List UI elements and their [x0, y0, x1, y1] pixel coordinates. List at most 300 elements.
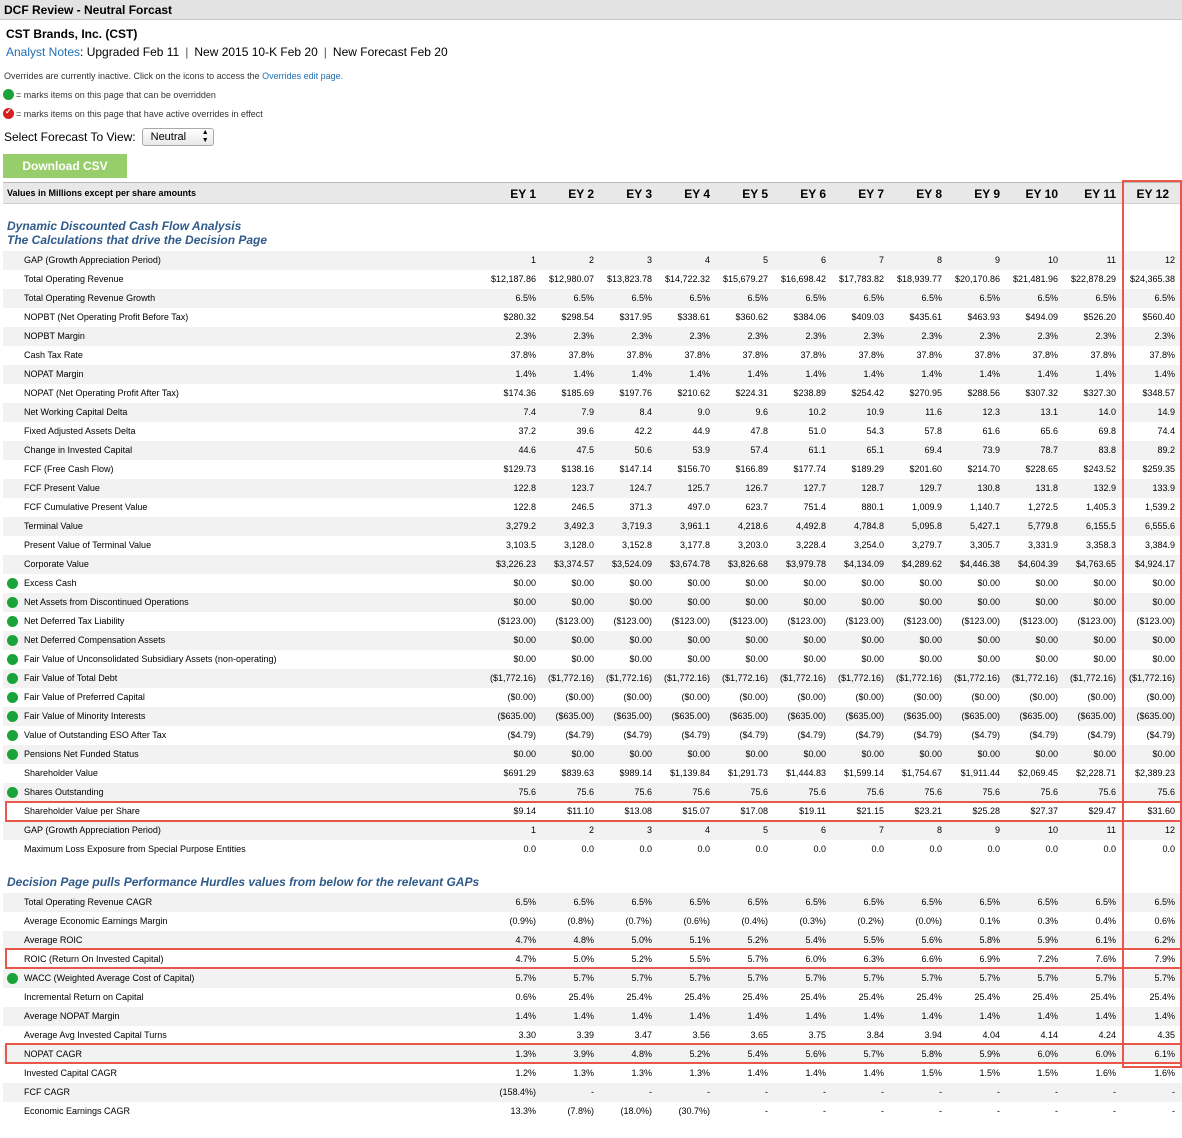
cell-value: ($635.00) — [961, 711, 1000, 721]
forecast-select[interactable]: Neutral ▲ ▼ — [142, 128, 214, 146]
cell-value: 6.0% — [1037, 1049, 1058, 1059]
cell-value: $15,679.27 — [722, 274, 768, 284]
cell-value: 6.5% — [863, 897, 884, 907]
table-row — [3, 764, 1182, 783]
column-header-ey-9: EY 9 — [974, 187, 1000, 201]
cell-value: 9 — [994, 255, 1000, 265]
cell-value: $839.63 — [561, 768, 594, 778]
cell-value: 12.3 — [982, 407, 1000, 417]
cell-value: ($0.00) — [739, 692, 768, 702]
row-label: Shares Outstanding — [24, 787, 104, 797]
cell-value: $0.00 — [861, 597, 884, 607]
cell-value: $11.10 — [567, 806, 594, 816]
row-label: Corporate Value — [24, 559, 89, 569]
cell-value: 6.5% — [573, 293, 594, 303]
cell-value: ($635.00) — [903, 711, 942, 721]
override-dot-icon[interactable] — [7, 787, 18, 798]
cell-value: 57.4 — [750, 445, 768, 455]
cell-value: 1.3% — [631, 1068, 652, 1078]
cell-value: 37.8% — [916, 350, 942, 360]
cell-value: 1,405.3 — [1085, 502, 1116, 512]
cell-value: 25.4% — [568, 992, 594, 1002]
cell-value: $224.31 — [735, 388, 768, 398]
cell-value: 75.6 — [1157, 787, 1175, 797]
cell-value: 8 — [936, 255, 942, 265]
cell-value: - — [939, 1087, 942, 1097]
override-dot-icon[interactable] — [7, 654, 18, 665]
row-label: Fair Value of Preferred Capital — [24, 692, 145, 702]
cell-value: 5.7% — [863, 973, 884, 983]
cell-value: ($635.00) — [787, 711, 826, 721]
table-row — [3, 517, 1182, 536]
cell-value: $0.00 — [687, 635, 710, 645]
override-dot-icon[interactable] — [7, 673, 18, 684]
cell-value: 37.8% — [742, 350, 768, 360]
cell-value: $259.35 — [1142, 464, 1175, 474]
cell-value: 4.7% — [515, 935, 536, 945]
cell-value: 25.4% — [858, 992, 884, 1002]
cell-value: ($123.00) — [671, 616, 710, 626]
cell-value: 1.4% — [573, 1011, 594, 1021]
cell-value: 5.7% — [1037, 973, 1058, 983]
cell-value: 1.4% — [573, 369, 594, 379]
cell-value: 131.8 — [1035, 483, 1058, 493]
cell-value: 0.0 — [929, 844, 942, 854]
cell-value: (7.8%) — [567, 1106, 594, 1116]
cell-value: 4.7% — [515, 954, 536, 964]
cell-value: $14,722.32 — [664, 274, 710, 284]
cell-value: 6.0% — [1095, 1049, 1116, 1059]
cell-value: 37.8% — [858, 350, 884, 360]
table-row — [3, 669, 1182, 688]
table-row — [3, 745, 1182, 764]
cell-value: 133.9 — [1152, 483, 1175, 493]
cell-value: $0.00 — [919, 597, 942, 607]
cell-value: 37.8% — [1032, 350, 1058, 360]
cell-value: 1 — [530, 825, 536, 835]
row-label: Net Assets from Discontinued Operations — [24, 597, 189, 607]
cell-value: 5.9% — [979, 1049, 1000, 1059]
cell-value: $2,069.45 — [1017, 768, 1058, 778]
cell-value: ($635.00) — [613, 711, 652, 721]
cell-value: - — [591, 1087, 594, 1097]
cell-value: $0.00 — [687, 654, 710, 664]
table-row — [3, 969, 1182, 988]
cell-value: - — [823, 1106, 826, 1116]
cell-value: ($0.00) — [681, 692, 710, 702]
cell-value: 75.6 — [924, 787, 942, 797]
cell-value: ($635.00) — [671, 711, 710, 721]
cell-value: $0.00 — [1152, 635, 1175, 645]
cell-value: $19.11 — [799, 806, 826, 816]
cell-value: $12,980.07 — [548, 274, 594, 284]
select-label: Select Forecast To View: — [4, 130, 136, 144]
cell-value: 75.6 — [1040, 787, 1058, 797]
cell-value: 5.7% — [921, 973, 942, 983]
cell-value: $0.00 — [629, 597, 652, 607]
cell-value: $435.61 — [909, 312, 942, 322]
column-header-ey-1: EY 1 — [510, 187, 536, 201]
cell-value: $3,374.57 — [553, 559, 594, 569]
cell-value: 6.5% — [1095, 293, 1116, 303]
column-header-ey-7: EY 7 — [858, 187, 884, 201]
cell-value: 126.7 — [745, 483, 768, 493]
cell-value: 0.6% — [1154, 916, 1175, 926]
cell-value: 6.5% — [979, 897, 1000, 907]
cell-value: $0.00 — [1152, 654, 1175, 664]
cell-value: 123.7 — [571, 483, 594, 493]
column-header-ey-10: EY 10 — [1025, 187, 1058, 201]
cell-value: 0.0 — [1162, 844, 1175, 854]
cell-value: $189.29 — [851, 464, 884, 474]
cell-value: 5.7% — [515, 973, 536, 983]
cell-value: 5.4% — [805, 935, 826, 945]
cell-value: ($1,772.16) — [605, 673, 652, 683]
row-label: Fixed Adjusted Assets Delta — [24, 426, 136, 436]
cell-value: $0.00 — [1035, 749, 1058, 759]
analyst-notes-bar: Analyst Notes: Upgraded Feb 11 | New 2015 10-K Feb 20 | New Forecast Feb 20 — [6, 45, 448, 59]
override-dot-icon[interactable] — [7, 711, 18, 722]
row-label: Average NOPAT Margin — [24, 1011, 120, 1021]
cell-value: $1,444.83 — [785, 768, 826, 778]
cell-value: (18.0%) — [620, 1106, 652, 1116]
cell-value: 1.2% — [515, 1068, 536, 1078]
cell-value: $0.00 — [919, 635, 942, 645]
cell-value: - — [881, 1087, 884, 1097]
cell-value: 130.8 — [977, 483, 1000, 493]
row-label: FCF Present Value — [24, 483, 100, 493]
cell-value: $0.00 — [1152, 578, 1175, 588]
cell-value: ($4.79) — [855, 730, 884, 740]
cell-value: $147.14 — [619, 464, 652, 474]
cell-value: 1.4% — [921, 1011, 942, 1021]
cell-value: 37.8% — [684, 350, 710, 360]
table-row — [3, 1026, 1182, 1045]
cell-value: 4.8% — [573, 935, 594, 945]
cell-value: 5.0% — [631, 935, 652, 945]
cell-value: ($4.79) — [797, 730, 826, 740]
cell-value: 6.6% — [921, 954, 942, 964]
cell-value: 37.8% — [800, 350, 826, 360]
cell-value: $1,911.44 — [960, 768, 1000, 778]
table-row — [3, 479, 1182, 498]
cell-value: 1.4% — [515, 369, 536, 379]
cell-value: ($123.00) — [1077, 616, 1116, 626]
cell-value: 0.0 — [639, 844, 652, 854]
cell-value: 1.4% — [805, 369, 826, 379]
cell-value: $298.54 — [561, 312, 594, 322]
cell-value: $238.89 — [793, 388, 826, 398]
analyst-notes-link[interactable]: Analyst Notes — [6, 45, 81, 59]
cell-value: (0.7%) — [625, 916, 652, 926]
cell-value: $0.00 — [977, 635, 1000, 645]
cell-value: $0.00 — [1093, 635, 1116, 645]
override-dot-icon[interactable] — [7, 597, 18, 608]
download-csv-button[interactable]: Download CSV — [3, 154, 127, 178]
cell-value: ($4.79) — [565, 730, 594, 740]
override-dot-icon[interactable] — [7, 749, 18, 760]
cell-value: 3,331.9 — [1027, 540, 1058, 550]
cell-value: 497.0 — [687, 502, 710, 512]
cell-value: 75.6 — [982, 787, 1000, 797]
cell-value: - — [1172, 1106, 1175, 1116]
cell-value: 4.35 — [1157, 1030, 1175, 1040]
cell-value: $210.62 — [677, 388, 710, 398]
row-label: Average Avg Invested Capital Turns — [24, 1030, 167, 1040]
row-label: NOPBT (Net Operating Profit Before Tax) — [24, 312, 189, 322]
cell-value: 42.2 — [634, 426, 652, 436]
table-row — [3, 365, 1182, 384]
note-1: : Upgraded Feb 11 — [80, 45, 180, 59]
cell-value: $409.03 — [851, 312, 884, 322]
cell-value: $23.21 — [914, 806, 942, 816]
cell-value: 1.4% — [1154, 369, 1175, 379]
cell-value: 10.2 — [808, 407, 826, 417]
cell-value: ($1,772.16) — [1011, 673, 1058, 683]
cell-value: 3.9% — [573, 1049, 594, 1059]
cell-value: 1.4% — [515, 1011, 536, 1021]
cell-value: $18,939.77 — [896, 274, 942, 284]
cell-value: 2.3% — [979, 331, 1000, 341]
cell-value: $0.00 — [513, 654, 536, 664]
cell-value: $214.70 — [967, 464, 1000, 474]
cell-value: 3.56 — [692, 1030, 710, 1040]
cell-value: 1.4% — [747, 1068, 768, 1078]
cell-value: $0.00 — [1093, 749, 1116, 759]
cell-value: $0.00 — [803, 597, 826, 607]
cell-value: 6.9% — [979, 954, 1000, 964]
cell-value: $0.00 — [571, 654, 594, 664]
cell-value: 6.5% — [747, 897, 768, 907]
table-row — [3, 726, 1182, 745]
red-check-icon — [3, 108, 14, 119]
cell-value: $3,524.09 — [611, 559, 652, 569]
cell-value: 1,539.2 — [1144, 502, 1175, 512]
row-label: Fair Value of Total Debt — [24, 673, 118, 683]
cell-value: 3,254.0 — [853, 540, 884, 550]
cell-value: 1.4% — [863, 369, 884, 379]
cell-value: 623.7 — [745, 502, 768, 512]
cell-value: ($1,772.16) — [953, 673, 1000, 683]
cell-value: $0.00 — [977, 654, 1000, 664]
cell-value: ($123.00) — [961, 616, 1000, 626]
cell-value: $1,599.14 — [843, 768, 884, 778]
cell-value: - — [881, 1106, 884, 1116]
cell-value: $0.00 — [861, 578, 884, 588]
cell-value: 6.5% — [805, 897, 826, 907]
cell-value: (0.2%) — [857, 916, 884, 926]
cell-value: 1.4% — [805, 1068, 826, 1078]
row-label: NOPAT Margin — [24, 369, 84, 379]
cell-value: 6.1% — [1095, 935, 1116, 945]
cell-value: $560.40 — [1142, 312, 1175, 322]
cell-value: 51.0 — [808, 426, 826, 436]
cell-value: 25.4% — [1090, 992, 1116, 1002]
cell-value: 6.5% — [921, 293, 942, 303]
override-dot-icon[interactable] — [7, 578, 18, 589]
cell-value: $3,674.78 — [669, 559, 710, 569]
cell-value: 78.7 — [1040, 445, 1058, 455]
cell-value: - — [649, 1087, 652, 1097]
override-dot-icon[interactable] — [7, 635, 18, 646]
cell-value: $0.00 — [687, 749, 710, 759]
cell-value: 75.6 — [866, 787, 884, 797]
cell-value: 83.8 — [1098, 445, 1116, 455]
table-row — [3, 931, 1182, 950]
row-label: GAP (Growth Appreciation Period) — [24, 825, 161, 835]
cell-value: 69.8 — [1098, 426, 1116, 436]
cell-value: ($1,772.16) — [779, 673, 826, 683]
table-row — [3, 650, 1182, 669]
cell-value: 1.4% — [1037, 1011, 1058, 1021]
cell-value: $0.00 — [513, 749, 536, 759]
cell-value: $31.60 — [1147, 806, 1175, 816]
cell-value: $0.00 — [629, 749, 652, 759]
cell-value: 1.3% — [573, 1068, 594, 1078]
override-dot-icon[interactable] — [7, 730, 18, 741]
cell-value: 3,279.7 — [911, 540, 942, 550]
table-row — [3, 783, 1182, 802]
override-dot-icon[interactable] — [7, 616, 18, 627]
table-row — [3, 893, 1182, 912]
cell-value: 122.8 — [513, 502, 536, 512]
cell-value: ($1,772.16) — [721, 673, 768, 683]
row-label: NOPBT Margin — [24, 331, 85, 341]
cell-value: $0.00 — [571, 597, 594, 607]
cell-value: 5.9% — [1037, 935, 1058, 945]
cell-value: 2.3% — [747, 331, 768, 341]
cell-value: 2.3% — [689, 331, 710, 341]
cell-value: 3,203.0 — [737, 540, 768, 550]
cell-value: 3,961.1 — [679, 521, 710, 531]
cell-value: 1.5% — [1037, 1068, 1058, 1078]
cell-value: $254.42 — [851, 388, 884, 398]
cell-value: ($0.00) — [507, 692, 536, 702]
table-row — [3, 1102, 1182, 1121]
overrides-edit-link[interactable]: Overrides edit page. — [262, 71, 344, 81]
cell-value: ($123.00) — [497, 616, 536, 626]
table-row — [3, 251, 1182, 270]
cell-value: (0.9%) — [509, 916, 536, 926]
cell-value: 1.4% — [1037, 369, 1058, 379]
page-title: DCF Review - Neutral Forcast — [0, 0, 1182, 20]
cell-value: ($4.79) — [1146, 730, 1175, 740]
cell-value: 3,358.3 — [1085, 540, 1116, 550]
cell-value: 1,272.5 — [1027, 502, 1058, 512]
cell-value: 37.8% — [974, 350, 1000, 360]
table-row — [3, 688, 1182, 707]
cell-value: 2.3% — [805, 331, 826, 341]
cell-value: 25.4% — [916, 992, 942, 1002]
cell-value: 4.14 — [1040, 1030, 1058, 1040]
table-row — [3, 631, 1182, 650]
cell-value: 3.30 — [518, 1030, 536, 1040]
cell-value: - — [707, 1087, 710, 1097]
cell-value: 25.4% — [742, 992, 768, 1002]
cell-value: $13,823.78 — [606, 274, 652, 284]
column-header-ey-3: EY 3 — [626, 187, 652, 201]
cell-value: $166.89 — [735, 464, 768, 474]
cell-value: 5.6% — [921, 935, 942, 945]
cell-value: $4,289.62 — [901, 559, 942, 569]
cell-value: 3,128.0 — [563, 540, 594, 550]
cell-value: 6.5% — [979, 293, 1000, 303]
cell-value: $12,187.86 — [490, 274, 536, 284]
cell-value: 47.5 — [576, 445, 594, 455]
cell-value: 1,140.7 — [969, 502, 1000, 512]
overrides-info: Overrides are currently inactive. Click on the icons to access the Overrides edit page. — [4, 71, 344, 81]
cell-value: 37.8% — [1149, 350, 1175, 360]
cell-value: $494.09 — [1025, 312, 1058, 322]
cell-value: ($123.00) — [729, 616, 768, 626]
cell-value: 3,103.5 — [505, 540, 536, 550]
table-row — [3, 536, 1182, 555]
cell-value: 9.0 — [697, 407, 710, 417]
cell-value: 25.4% — [626, 992, 652, 1002]
override-dot-icon[interactable] — [7, 692, 18, 703]
cell-value: 5.7% — [1154, 973, 1175, 983]
cell-value: $197.76 — [619, 388, 652, 398]
cell-value: 5.5% — [689, 954, 710, 964]
cell-value: 1.4% — [689, 1011, 710, 1021]
cell-value: ($123.00) — [845, 616, 884, 626]
cell-value: 2.3% — [515, 331, 536, 341]
cell-value: 75.6 — [518, 787, 536, 797]
cell-value: $0.00 — [1035, 597, 1058, 607]
cell-value: 5.0% — [573, 954, 594, 964]
cell-value: $0.00 — [571, 749, 594, 759]
cell-value: 6.5% — [515, 897, 536, 907]
cell-value: 3.47 — [634, 1030, 652, 1040]
cell-value: $185.69 — [561, 388, 594, 398]
cell-value: ($4.79) — [681, 730, 710, 740]
cell-value: 75.6 — [808, 787, 826, 797]
column-header-ey-4: EY 4 — [684, 187, 710, 201]
cell-value: ($4.79) — [971, 730, 1000, 740]
cell-value: $691.29 — [503, 768, 536, 778]
table-row — [3, 802, 1182, 821]
cell-value: (30.7%) — [678, 1106, 710, 1116]
table-row — [3, 574, 1182, 593]
cell-value: $21.15 — [856, 806, 884, 816]
cell-value: 5 — [762, 255, 768, 265]
table-row — [3, 346, 1182, 365]
cell-value: 0.0 — [987, 844, 1000, 854]
cell-value: 6.5% — [689, 293, 710, 303]
row-label: FCF Cumulative Present Value — [24, 502, 148, 512]
cell-value: 4,492.8 — [795, 521, 826, 531]
cell-value: 7.6% — [1095, 954, 1116, 964]
cell-value: $288.56 — [967, 388, 1000, 398]
column-header-ey-5: EY 5 — [742, 187, 768, 201]
cell-value: 5.2% — [747, 935, 768, 945]
cell-value: $1,291.73 — [727, 768, 768, 778]
cell-value: - — [939, 1106, 942, 1116]
cell-value: 246.5 — [571, 502, 594, 512]
override-dot-icon[interactable] — [7, 973, 18, 984]
cell-value: 25.4% — [684, 992, 710, 1002]
row-label: Fair Value of Minority Interests — [24, 711, 146, 721]
cell-value: $129.73 — [503, 464, 536, 474]
cell-value: $0.00 — [861, 654, 884, 664]
cell-value: 2.3% — [921, 331, 942, 341]
table-header — [3, 182, 1182, 204]
cell-value: 65.1 — [866, 445, 884, 455]
cell-value: ($635.00) — [1019, 711, 1058, 721]
cell-value: 3.65 — [750, 1030, 768, 1040]
cell-value: $27.37 — [1030, 806, 1058, 816]
cell-value: 39.6 — [576, 426, 594, 436]
